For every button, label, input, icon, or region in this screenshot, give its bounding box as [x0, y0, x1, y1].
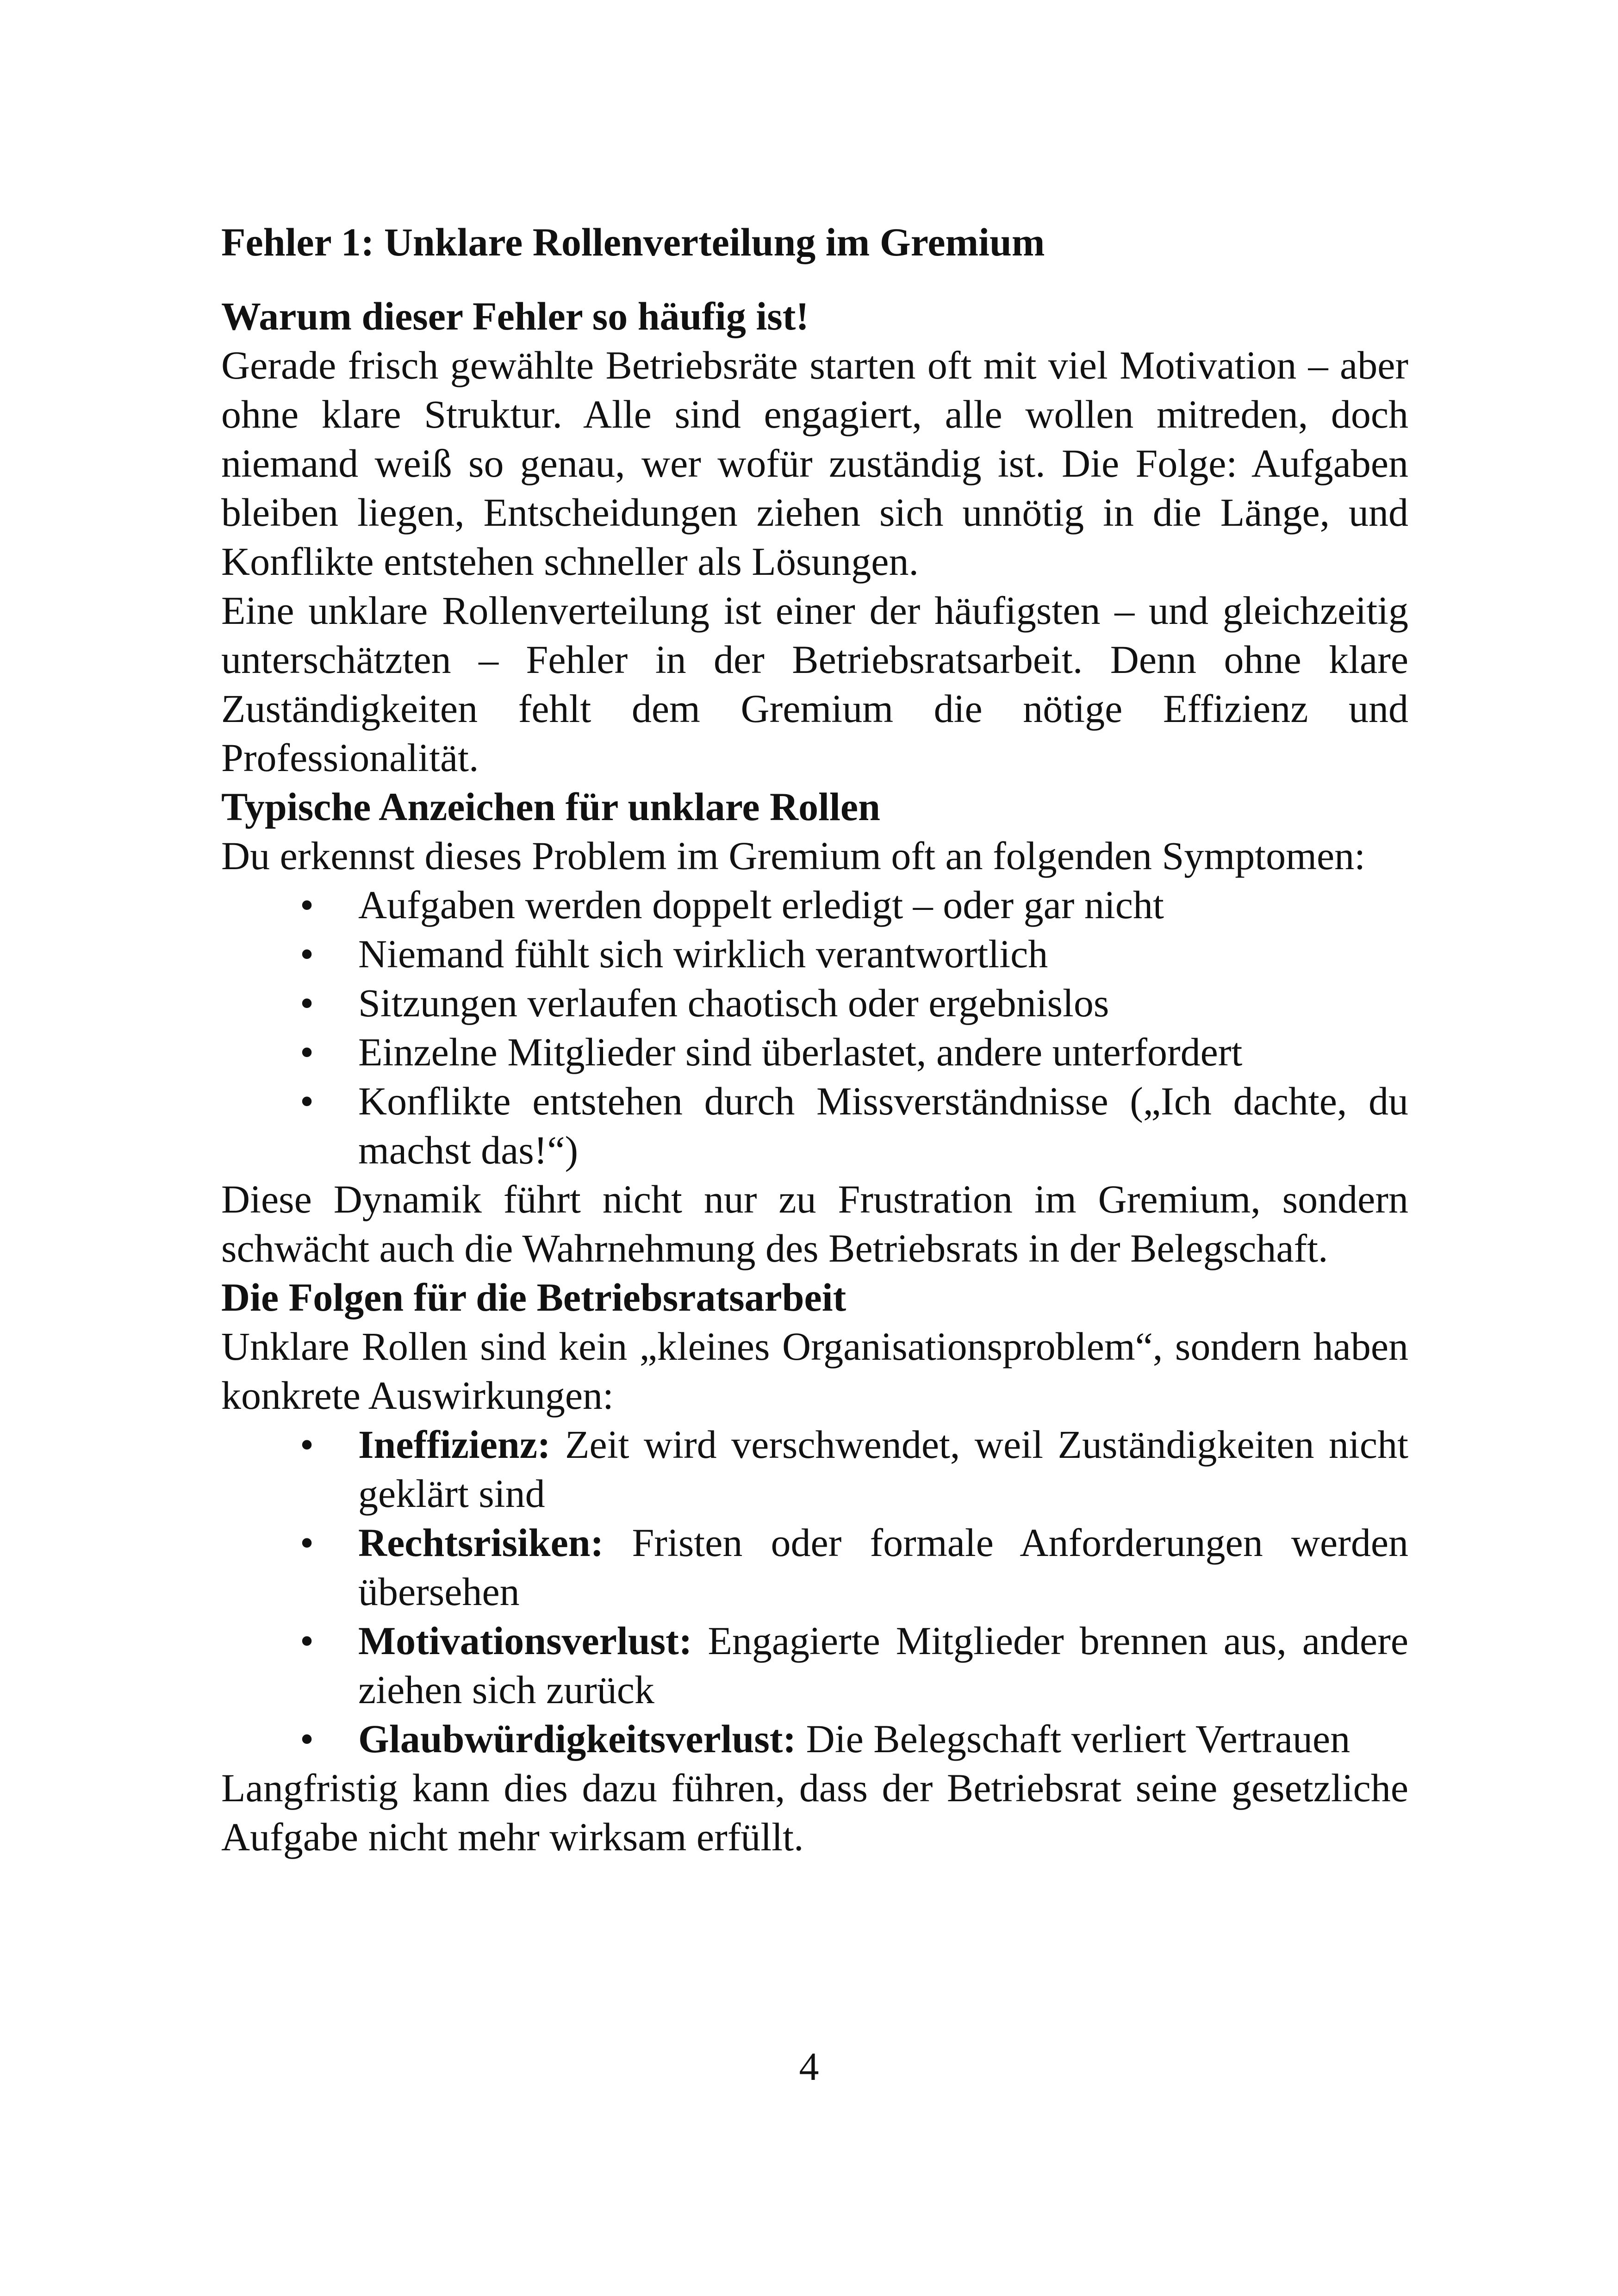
section-heading-symptoms: Typische Anzeichen für unklare Rollen: [221, 784, 880, 829]
list-item: [221, 978, 1408, 1027]
list-item-text: Einzelne Mitglieder sind überlastet, andere unterfordert: [358, 1030, 1243, 1074]
list-item-text: Die Belegschaft verliert Vertrauen: [796, 1717, 1350, 1761]
list-item-term: Glaubwürdigkeitsverlust:: [358, 1717, 797, 1761]
symptoms-list: [221, 880, 1408, 1175]
page-content: [221, 218, 1408, 1861]
list-item: [221, 1027, 1408, 1076]
paragraph-symptoms-outro: Diese Dynamik führt nicht nur zu Frustration im Gremium, sondern schwächt auch die Wahrnehmung des Betriebsrats in der Belegschaft.: [221, 1177, 1408, 1270]
bullet-icon: •: [300, 1520, 314, 1565]
list-item-term: Rechtsrisiken:: [358, 1520, 604, 1565]
list-item: [221, 1714, 1408, 1763]
consequences-list: [221, 1420, 1408, 1763]
paragraph-consequences-intro: Unklare Rollen sind kein „kleines Organisationsproblem“, sondern haben konkrete Auswirkungen:: [221, 1324, 1408, 1418]
list-item: [221, 1616, 1408, 1714]
bullet-icon: •: [300, 1422, 314, 1467]
bullet-icon: •: [300, 1079, 314, 1123]
paragraph-role-distribution: Eine unklare Rollenverteilung ist einer der häufigsten – und gleichzeitig unterschätzten – Fehler in der Betriebsratsarbeit. Denn ohne klare Zuständigkeiten fehlt dem Gremium die nötige Effizienz und Professionalität.: [221, 588, 1408, 780]
bullet-icon: •: [300, 883, 314, 927]
list-item-text: Zeit wird verschwendet, weil Zuständigkeiten nicht geklärt sind: [358, 1422, 1408, 1516]
paragraph-intro: Gerade frisch gewählte Betriebsräte starten oft mit viel Motivation – aber ohne klare Struktur. Alle sind engagiert, alle wollen mitreden, doch niemand weiß so genau, wer wofür zuständig ist. Die Folge: Aufgaben bleiben liegen, Entscheidungen ziehen sich unnötig in die Länge, und Konflikte entstehen schneller als Lösungen.: [221, 343, 1408, 584]
section-heading-consequences: Die Folgen für die Betriebsratsarbeit: [221, 1275, 846, 1319]
list-item-text: Niemand fühlt sich wirklich verantwortlich: [358, 932, 1048, 976]
list-item-term: Motivationsverlust:: [358, 1618, 692, 1663]
bullet-icon: •: [300, 932, 314, 976]
bullet-icon: •: [300, 981, 314, 1025]
bullet-icon: •: [300, 1618, 314, 1663]
list-item-text: Sitzungen verlaufen chaotisch oder ergebnislos: [358, 981, 1109, 1025]
page-title: Fehler 1: Unklare Rollenverteilung im Gremium: [221, 220, 1045, 264]
page-number: 4: [799, 2044, 819, 2089]
section-heading-why: Warum dieser Fehler so häufig ist!: [221, 294, 809, 338]
list-item-text: Engagierte Mitglieder brennen aus, andere ziehen sich zurück: [358, 1618, 1408, 1712]
list-item: [221, 929, 1408, 978]
list-item: [221, 1076, 1408, 1175]
list-item: [221, 1518, 1408, 1616]
bullet-icon: •: [300, 1717, 314, 1761]
list-item-text: Konflikte entstehen durch Missverständnisse („Ich dachte, du machst das!“): [358, 1079, 1408, 1172]
list-item-term: Ineffizienz:: [358, 1422, 551, 1467]
bullet-icon: •: [300, 1030, 314, 1074]
list-item: [221, 1420, 1408, 1518]
paragraph-conclusion: Langfristig kann dies dazu führen, dass der Betriebsrat seine gesetzliche Aufgabe nicht mehr wirksam erfüllt.: [221, 1766, 1408, 1859]
list-item-text: Fristen oder formale Anforderungen werden übersehen: [358, 1520, 1408, 1614]
list-item: [221, 880, 1408, 929]
paragraph-symptoms-intro: Du erkennst dieses Problem im Gremium oft an folgenden Symptomen:: [221, 834, 1366, 878]
list-item-text: Aufgaben werden doppelt erledigt – oder gar nicht: [358, 883, 1164, 927]
